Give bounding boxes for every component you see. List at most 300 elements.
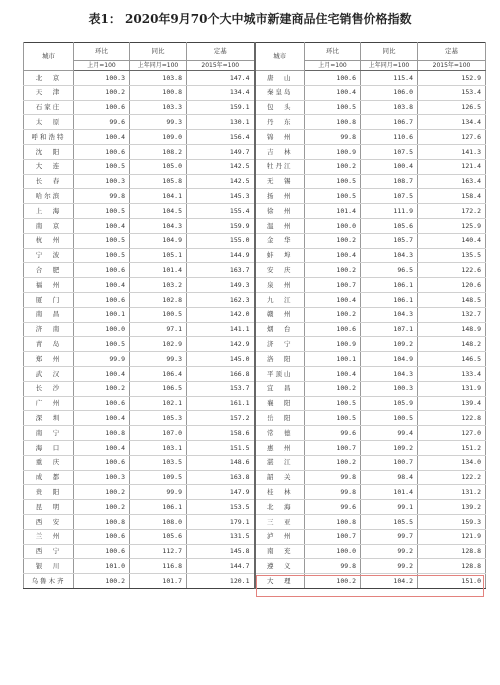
- yoy-cell: 104.9: [361, 352, 418, 367]
- city-cell: 西 安: [24, 514, 74, 529]
- city-cell: 吉 林: [255, 144, 305, 159]
- city-cell: 温 州: [255, 218, 305, 233]
- yoy-cell: 99.9: [130, 485, 187, 500]
- city-cell: 太 原: [24, 115, 74, 130]
- yoy-cell: 104.1: [130, 189, 187, 204]
- mom-cell: 99.8: [74, 189, 130, 204]
- city-cell: 广 州: [24, 396, 74, 411]
- mom-cell: 100.4: [74, 366, 130, 381]
- mom-cell: 100.2: [74, 500, 130, 515]
- yoy-cell: 102.8: [130, 292, 187, 307]
- yoy-cell: 103.3: [130, 100, 187, 115]
- yoy-cell: 105.0: [130, 159, 187, 174]
- city-cell: 南 京: [24, 218, 74, 233]
- table-row: [24, 440, 486, 455]
- mom-cell: 100.2: [305, 159, 361, 174]
- yoy-cell: 100.5: [361, 411, 418, 426]
- mom-cell: 100.5: [74, 204, 130, 219]
- city-cell: 长 沙: [24, 381, 74, 396]
- header-mom-sub-2: 上月=100: [305, 61, 361, 71]
- city-cell: 襄 阳: [255, 396, 305, 411]
- fixed-cell: 131.5: [187, 529, 255, 544]
- city-cell: 包 头: [255, 100, 305, 115]
- table-row: [24, 85, 486, 100]
- yoy-cell: 104.3: [361, 366, 418, 381]
- fixed-cell: 127.0: [418, 426, 486, 441]
- fixed-cell: 149.3: [187, 278, 255, 293]
- yoy-cell: 108.0: [130, 514, 187, 529]
- yoy-cell: 107.1: [361, 322, 418, 337]
- fixed-cell: 144.9: [187, 248, 255, 263]
- yoy-cell: 105.8: [130, 174, 187, 189]
- fixed-cell: 179.1: [187, 514, 255, 529]
- mom-cell: 100.6: [74, 455, 130, 470]
- mom-cell: 100.0: [74, 322, 130, 337]
- yoy-cell: 100.7: [361, 455, 418, 470]
- city-cell: 郑 州: [24, 352, 74, 367]
- fixed-cell: 120.6: [418, 278, 486, 293]
- city-cell: 杭 州: [24, 233, 74, 248]
- mom-cell: 100.4: [74, 440, 130, 455]
- fixed-cell: 161.1: [187, 396, 255, 411]
- city-cell: 上 海: [24, 204, 74, 219]
- fixed-cell: 132.7: [418, 307, 486, 322]
- fixed-cell: 146.5: [418, 352, 486, 367]
- fixed-cell: 122.6: [418, 263, 486, 278]
- yoy-cell: 99.3: [130, 352, 187, 367]
- yoy-cell: 108.7: [361, 174, 418, 189]
- fixed-cell: 127.6: [418, 130, 486, 145]
- mom-cell: 100.2: [305, 263, 361, 278]
- yoy-cell: 106.7: [361, 115, 418, 130]
- mom-cell: 100.5: [74, 233, 130, 248]
- mom-cell: 100.5: [305, 189, 361, 204]
- mom-cell: 100.5: [74, 337, 130, 352]
- city-cell: 西 宁: [24, 544, 74, 559]
- table-row: [24, 218, 486, 233]
- city-cell: 天 津: [24, 85, 74, 100]
- mom-cell: 100.6: [74, 263, 130, 278]
- fixed-cell: 148.6: [187, 455, 255, 470]
- yoy-cell: 109.5: [130, 470, 187, 485]
- mom-cell: 100.8: [74, 426, 130, 441]
- mom-cell: 100.2: [305, 233, 361, 248]
- fixed-cell: 153.5: [187, 500, 255, 515]
- fixed-cell: 145.8: [187, 544, 255, 559]
- fixed-cell: 121.9: [418, 529, 486, 544]
- header-fixed: 定基: [187, 43, 255, 61]
- mom-cell: 100.5: [305, 396, 361, 411]
- fixed-cell: 135.5: [418, 248, 486, 263]
- mom-cell: 100.8: [305, 514, 361, 529]
- fixed-cell: 159.1: [187, 100, 255, 115]
- fixed-cell: 151.2: [418, 440, 486, 455]
- mom-cell: 100.7: [305, 440, 361, 455]
- mom-cell: 100.5: [305, 174, 361, 189]
- city-cell: 贵 阳: [24, 485, 74, 500]
- header-mom-sub: 上月=100: [74, 61, 130, 71]
- yoy-cell: 99.7: [361, 529, 418, 544]
- yoy-cell: 99.3: [130, 115, 187, 130]
- table-row: [24, 115, 486, 130]
- city-cell: 洛 阳: [255, 352, 305, 367]
- yoy-cell: 104.3: [361, 307, 418, 322]
- yoy-cell: 108.2: [130, 144, 187, 159]
- city-cell: 长 春: [24, 174, 74, 189]
- city-cell: 九 江: [255, 292, 305, 307]
- city-cell: 遵 义: [255, 559, 305, 574]
- mom-cell: 100.2: [305, 381, 361, 396]
- city-cell: 金 华: [255, 233, 305, 248]
- city-cell: 深 圳: [24, 411, 74, 426]
- fixed-cell: 147.9: [187, 485, 255, 500]
- yoy-cell: 104.3: [130, 218, 187, 233]
- fixed-cell: 151.5: [187, 440, 255, 455]
- yoy-cell: 97.1: [130, 322, 187, 337]
- yoy-cell: 116.8: [130, 559, 187, 574]
- yoy-cell: 103.2: [130, 278, 187, 293]
- yoy-cell: 101.7: [130, 574, 187, 589]
- mom-cell: 100.9: [305, 337, 361, 352]
- city-cell: 乌鲁木齐: [24, 574, 74, 589]
- yoy-cell: 106.0: [361, 85, 418, 100]
- header-fixed-2: 定基: [418, 43, 486, 61]
- mom-cell: 100.4: [305, 85, 361, 100]
- city-cell: 武 汉: [24, 366, 74, 381]
- mom-cell: 100.2: [74, 381, 130, 396]
- yoy-cell: 99.1: [361, 500, 418, 515]
- mom-cell: 100.4: [305, 366, 361, 381]
- city-cell: 海 口: [24, 440, 74, 455]
- city-cell: 扬 州: [255, 189, 305, 204]
- fixed-cell: 128.8: [418, 544, 486, 559]
- mom-cell: 100.3: [74, 174, 130, 189]
- fixed-cell: 163.8: [187, 470, 255, 485]
- city-cell: 安 庆: [255, 263, 305, 278]
- city-cell: 重 庆: [24, 455, 74, 470]
- header-mom: 环比: [74, 43, 130, 61]
- fixed-cell: 148.9: [418, 322, 486, 337]
- table-row: [24, 71, 486, 86]
- header-fixed-sub-2: 2015年=100: [418, 61, 486, 71]
- table-row: [24, 278, 486, 293]
- city-cell: 泸 州: [255, 529, 305, 544]
- yoy-cell: 109.0: [130, 130, 187, 145]
- city-cell: 呼和浩特: [24, 130, 74, 145]
- mom-cell: 100.5: [74, 159, 130, 174]
- table-row: [24, 307, 486, 322]
- table-row: [24, 233, 486, 248]
- mom-cell: 100.2: [74, 85, 130, 100]
- table-row: [24, 337, 486, 352]
- mom-cell: 99.6: [305, 500, 361, 515]
- table-header: [24, 43, 486, 71]
- yoy-cell: 99.2: [361, 544, 418, 559]
- city-cell: 蚌 埠: [255, 248, 305, 263]
- city-cell: 湛 江: [255, 455, 305, 470]
- header-yoy-sub-2: 上年同月=100: [361, 61, 418, 71]
- fixed-cell: 162.3: [187, 292, 255, 307]
- table-row: [24, 396, 486, 411]
- mom-cell: 100.3: [74, 470, 130, 485]
- city-cell: 青 岛: [24, 337, 74, 352]
- city-cell: 昆 明: [24, 500, 74, 515]
- table-row: [24, 455, 486, 470]
- mom-cell: 100.6: [305, 71, 361, 86]
- table-title: 表1： 2020年9月70个大中城市新建商品住宅销售价格指数: [88, 12, 412, 26]
- fixed-cell: 159.9: [187, 218, 255, 233]
- city-cell: 徐 州: [255, 204, 305, 219]
- table-row: [24, 411, 486, 426]
- city-cell: 济 宁: [255, 337, 305, 352]
- fixed-cell: 158.6: [187, 426, 255, 441]
- fixed-cell: 125.9: [418, 218, 486, 233]
- fixed-cell: 134.4: [187, 85, 255, 100]
- price-index-table: [23, 42, 486, 589]
- mom-cell: 100.5: [74, 248, 130, 263]
- mom-cell: 100.5: [305, 411, 361, 426]
- city-cell: 银 川: [24, 559, 74, 574]
- yoy-cell: 105.3: [130, 411, 187, 426]
- table-row: [24, 174, 486, 189]
- table-row: [24, 574, 486, 589]
- table-row: [24, 500, 486, 515]
- fixed-cell: 155.4: [187, 204, 255, 219]
- yoy-cell: 111.9: [361, 204, 418, 219]
- city-cell: 惠 州: [255, 440, 305, 455]
- city-cell: 大 连: [24, 159, 74, 174]
- mom-cell: 100.6: [74, 396, 130, 411]
- yoy-cell: 109.2: [361, 337, 418, 352]
- fixed-cell: 128.8: [418, 559, 486, 574]
- city-cell: 福 州: [24, 278, 74, 293]
- yoy-cell: 102.1: [130, 396, 187, 411]
- fixed-cell: 147.4: [187, 71, 255, 86]
- mom-cell: 100.7: [305, 529, 361, 544]
- fixed-cell: 139.2: [418, 500, 486, 515]
- table-row: [24, 204, 486, 219]
- yoy-cell: 105.6: [130, 529, 187, 544]
- fixed-cell: 148.2: [418, 337, 486, 352]
- city-cell: 唐 山: [255, 71, 305, 86]
- fixed-cell: 131.9: [418, 381, 486, 396]
- fixed-cell: 142.9: [187, 337, 255, 352]
- table-row: [24, 189, 486, 204]
- city-cell: 南 昌: [24, 307, 74, 322]
- mom-cell: 100.8: [74, 514, 130, 529]
- table-row: [24, 159, 486, 174]
- table-body: [24, 71, 486, 589]
- yoy-cell: 101.4: [361, 485, 418, 500]
- yoy-cell: 104.2: [361, 574, 418, 589]
- table-row: [24, 144, 486, 159]
- header-fixed-sub: 2015年=100: [187, 61, 255, 71]
- table-row: [24, 485, 486, 500]
- yoy-cell: 99.4: [361, 426, 418, 441]
- city-cell: 北 京: [24, 71, 74, 86]
- fixed-cell: 145.0: [187, 352, 255, 367]
- city-cell: 秦皇岛: [255, 85, 305, 100]
- city-cell: 济 南: [24, 322, 74, 337]
- mom-cell: 100.2: [305, 307, 361, 322]
- table-row: [24, 100, 486, 115]
- fixed-cell: 145.3: [187, 189, 255, 204]
- mom-cell: 100.0: [305, 544, 361, 559]
- city-cell: 南 宁: [24, 426, 74, 441]
- fixed-cell: 130.1: [187, 115, 255, 130]
- table-row: [24, 544, 486, 559]
- city-cell: 宁 波: [24, 248, 74, 263]
- fixed-cell: 142.5: [187, 159, 255, 174]
- city-cell: 北 海: [255, 500, 305, 515]
- fixed-cell: 153.7: [187, 381, 255, 396]
- header-mom-2: 环比: [305, 43, 361, 61]
- header-yoy: 同比: [130, 43, 187, 61]
- mom-cell: 99.9: [74, 352, 130, 367]
- fixed-cell: 134.4: [418, 115, 486, 130]
- city-cell: 泉 州: [255, 278, 305, 293]
- city-cell: 兰 州: [24, 529, 74, 544]
- yoy-cell: 103.1: [130, 440, 187, 455]
- table-row: [24, 263, 486, 278]
- fixed-cell: 141.1: [187, 322, 255, 337]
- yoy-cell: 110.6: [361, 130, 418, 145]
- yoy-cell: 104.3: [361, 248, 418, 263]
- yoy-cell: 107.0: [130, 426, 187, 441]
- mom-cell: 100.4: [305, 248, 361, 263]
- yoy-cell: 105.6: [361, 218, 418, 233]
- fixed-cell: 126.5: [418, 100, 486, 115]
- city-cell: 桂 林: [255, 485, 305, 500]
- fixed-cell: 134.0: [418, 455, 486, 470]
- mom-cell: 100.2: [74, 574, 130, 589]
- header-city: 城市: [24, 43, 74, 71]
- yoy-cell: 107.5: [361, 189, 418, 204]
- fixed-cell: 156.4: [187, 130, 255, 145]
- yoy-cell: 112.7: [130, 544, 187, 559]
- mom-cell: 100.2: [74, 485, 130, 500]
- yoy-cell: 102.9: [130, 337, 187, 352]
- yoy-cell: 103.5: [130, 455, 187, 470]
- yoy-cell: 106.1: [361, 278, 418, 293]
- table-row: [24, 352, 486, 367]
- mom-cell: 100.0: [305, 218, 361, 233]
- mom-cell: 99.6: [74, 115, 130, 130]
- mom-cell: 99.6: [305, 426, 361, 441]
- yoy-cell: 115.4: [361, 71, 418, 86]
- city-cell: 大 理: [255, 574, 305, 589]
- fixed-cell: 155.0: [187, 233, 255, 248]
- fixed-cell: 149.7: [187, 144, 255, 159]
- table-row: [24, 470, 486, 485]
- table-row: [24, 322, 486, 337]
- mom-cell: 100.4: [74, 278, 130, 293]
- fixed-cell: 141.3: [418, 144, 486, 159]
- table-row: [24, 292, 486, 307]
- mom-cell: 99.8: [305, 485, 361, 500]
- yoy-cell: 104.9: [130, 233, 187, 248]
- yoy-cell: 103.8: [361, 100, 418, 115]
- yoy-cell: 100.4: [361, 159, 418, 174]
- mom-cell: 100.5: [305, 100, 361, 115]
- table-row: [24, 381, 486, 396]
- fixed-cell: 122.8: [418, 411, 486, 426]
- city-cell: 丹 东: [255, 115, 305, 130]
- city-cell: 三 亚: [255, 514, 305, 529]
- table-row: [24, 559, 486, 574]
- city-cell: 无 锡: [255, 174, 305, 189]
- mom-cell: 100.4: [74, 130, 130, 145]
- fixed-cell: 120.1: [187, 574, 255, 589]
- yoy-cell: 107.5: [361, 144, 418, 159]
- city-cell: 成 都: [24, 470, 74, 485]
- yoy-cell: 103.8: [130, 71, 187, 86]
- fixed-cell: 159.3: [418, 514, 486, 529]
- yoy-cell: 106.5: [130, 381, 187, 396]
- fixed-cell: 131.2: [418, 485, 486, 500]
- yoy-cell: 106.1: [130, 500, 187, 515]
- mom-cell: 100.9: [305, 144, 361, 159]
- fixed-cell: 148.5: [418, 292, 486, 307]
- mom-cell: 100.6: [74, 144, 130, 159]
- table-row: [24, 366, 486, 381]
- city-cell: 石家庄: [24, 100, 74, 115]
- header-yoy-sub: 上年同月=100: [130, 61, 187, 71]
- fixed-cell: 172.2: [418, 204, 486, 219]
- yoy-cell: 109.2: [361, 440, 418, 455]
- mom-cell: 100.1: [305, 352, 361, 367]
- yoy-cell: 101.4: [130, 263, 187, 278]
- mom-cell: 101.4: [305, 204, 361, 219]
- city-cell: 韶 关: [255, 470, 305, 485]
- yoy-cell: 100.5: [130, 307, 187, 322]
- city-cell: 厦 门: [24, 292, 74, 307]
- yoy-cell: 100.3: [361, 381, 418, 396]
- yoy-cell: 106.1: [361, 292, 418, 307]
- city-cell: 赣 州: [255, 307, 305, 322]
- mom-cell: 100.8: [305, 115, 361, 130]
- table-row: [24, 248, 486, 263]
- fixed-cell: 142.5: [187, 174, 255, 189]
- fixed-cell: 152.9: [418, 71, 486, 86]
- fixed-cell: 122.2: [418, 470, 486, 485]
- header-yoy-2: 同比: [361, 43, 418, 61]
- city-cell: 哈尔滨: [24, 189, 74, 204]
- table-row: [24, 426, 486, 441]
- fixed-cell: 142.0: [187, 307, 255, 322]
- yoy-cell: 96.5: [361, 263, 418, 278]
- city-cell: 常 德: [255, 426, 305, 441]
- mom-cell: 100.6: [74, 292, 130, 307]
- city-cell: 南 充: [255, 544, 305, 559]
- city-cell: 烟 台: [255, 322, 305, 337]
- fixed-cell: 153.4: [418, 85, 486, 100]
- yoy-cell: 105.7: [361, 233, 418, 248]
- yoy-cell: 98.4: [361, 470, 418, 485]
- city-cell: 宜 昌: [255, 381, 305, 396]
- mom-cell: 99.8: [305, 130, 361, 145]
- yoy-cell: 105.5: [361, 514, 418, 529]
- yoy-cell: 99.2: [361, 559, 418, 574]
- header-city-2: 城市: [255, 43, 305, 71]
- fixed-cell: 133.4: [418, 366, 486, 381]
- yoy-cell: 106.4: [130, 366, 187, 381]
- mom-cell: 100.4: [305, 292, 361, 307]
- mom-cell: 100.6: [305, 322, 361, 337]
- table-row: [24, 529, 486, 544]
- city-cell: 岳 阳: [255, 411, 305, 426]
- mom-cell: 99.8: [305, 470, 361, 485]
